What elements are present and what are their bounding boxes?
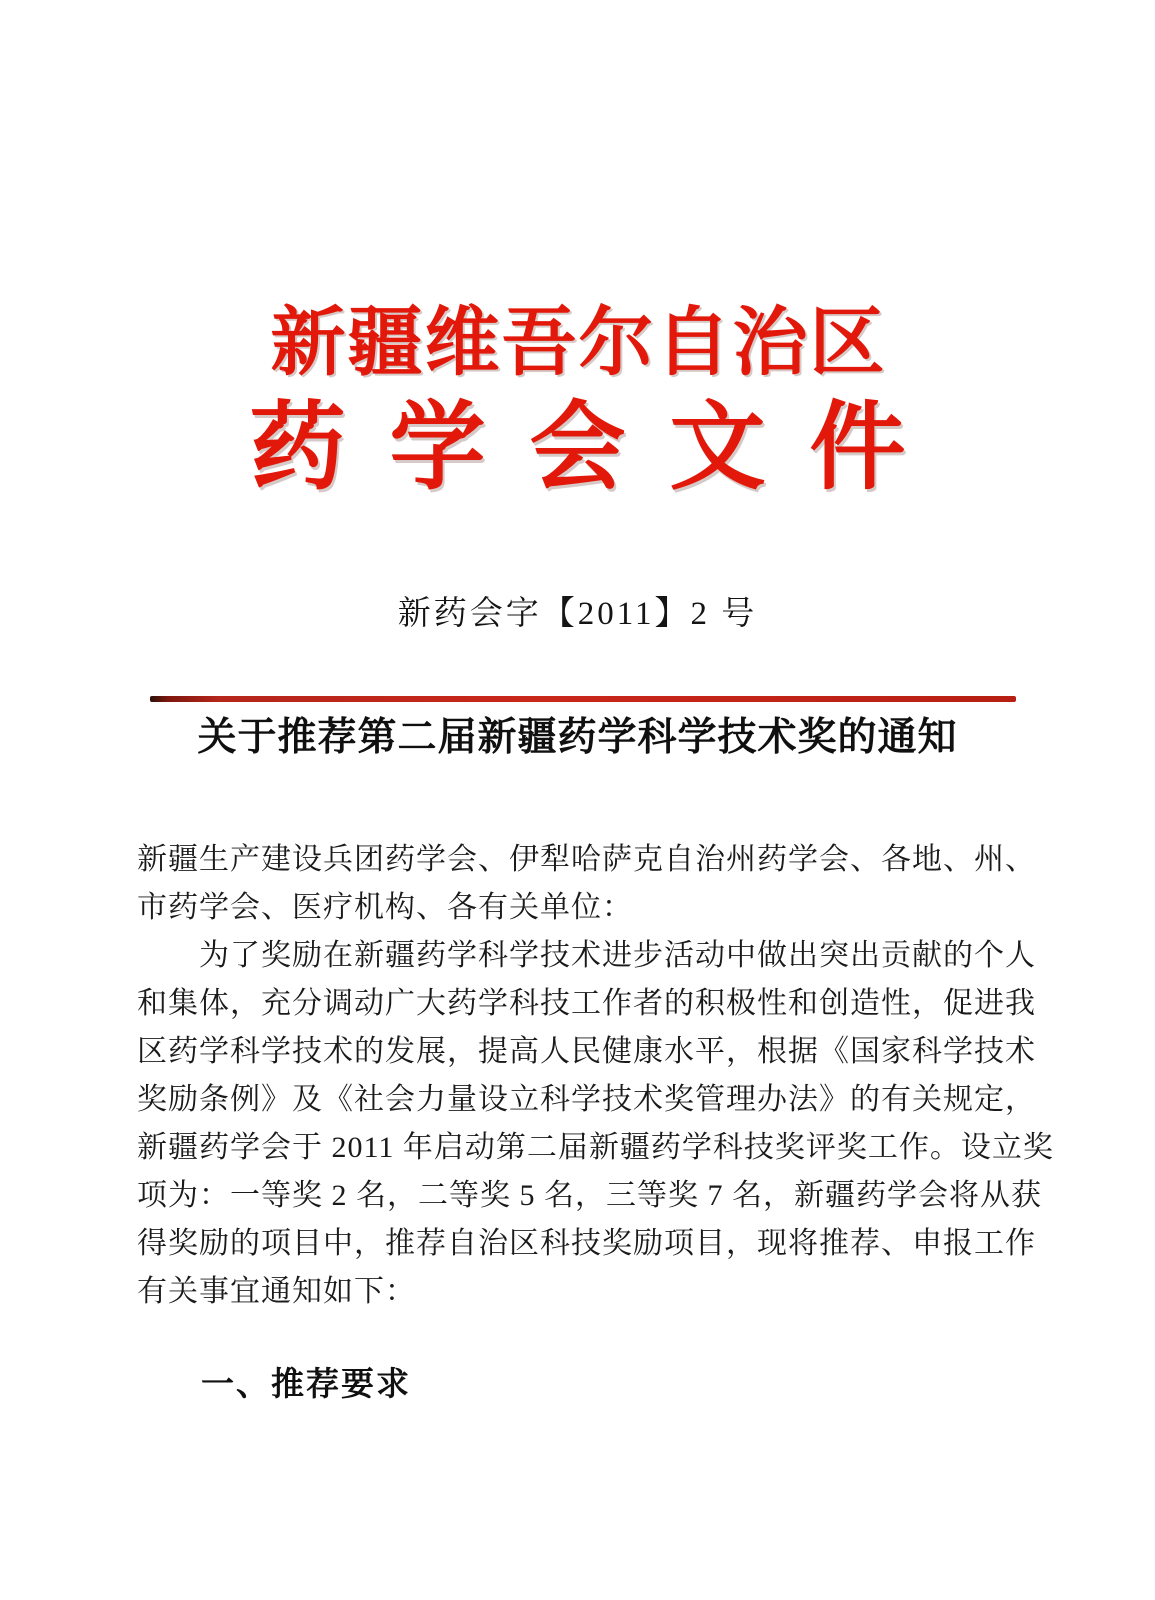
body-text-line: 为了奖励在新疆药学科学技术进步活动中做出突出贡献的个人 — [199, 939, 1036, 972]
org-name-line-2: 药学会文件 — [249, 394, 950, 501]
body-text-line: 和集体，充分调动广大药学科技工作者的积极性和创造性，促进我 — [137, 987, 1036, 1020]
body-text-line: 新疆药学会于 2011 年启动第二届新疆药学科技奖评奖工作。设立奖 — [137, 1131, 1054, 1164]
doc-number: 新药会字【2011】2 号 — [397, 596, 758, 632]
document-header — [0, 298, 1155, 502]
document-title: 关于推荐第二届新疆药学科学技术奖的通知 — [197, 716, 958, 759]
body-text-line: 区药学科学技术的发展，提高人民健康水平，根据《国家科学技术 — [137, 1035, 1036, 1068]
red-divider-line — [150, 696, 1016, 702]
body-text-line: 得奖励的项目中，推荐自治区科技奖励项目，现将推荐、申报工作 — [137, 1227, 1036, 1260]
salutation-line-1: 新疆生产建设兵团药学会、伊犁哈萨克自治州药学会、各地、州、 — [137, 843, 1036, 876]
org-name-line-1: 新疆维吾尔自治区 — [270, 302, 887, 385]
section-heading-recommendation-requirements: 一、推荐要求 — [201, 1365, 411, 1402]
document-body — [137, 836, 1054, 1316]
body-text-line: 项为：一等奖 2 名，二等奖 5 名，三等奖 7 名，新疆药学会将从获 — [137, 1179, 1042, 1212]
body-text-line: 有关事宜通知如下： — [137, 1275, 416, 1308]
body-text-line: 奖励条例》及《社会力量设立科学技术奖管理办法》的有关规定， — [137, 1083, 1036, 1116]
salutation-line-2: 市药学会、医疗机构、各有关单位： — [137, 891, 633, 924]
